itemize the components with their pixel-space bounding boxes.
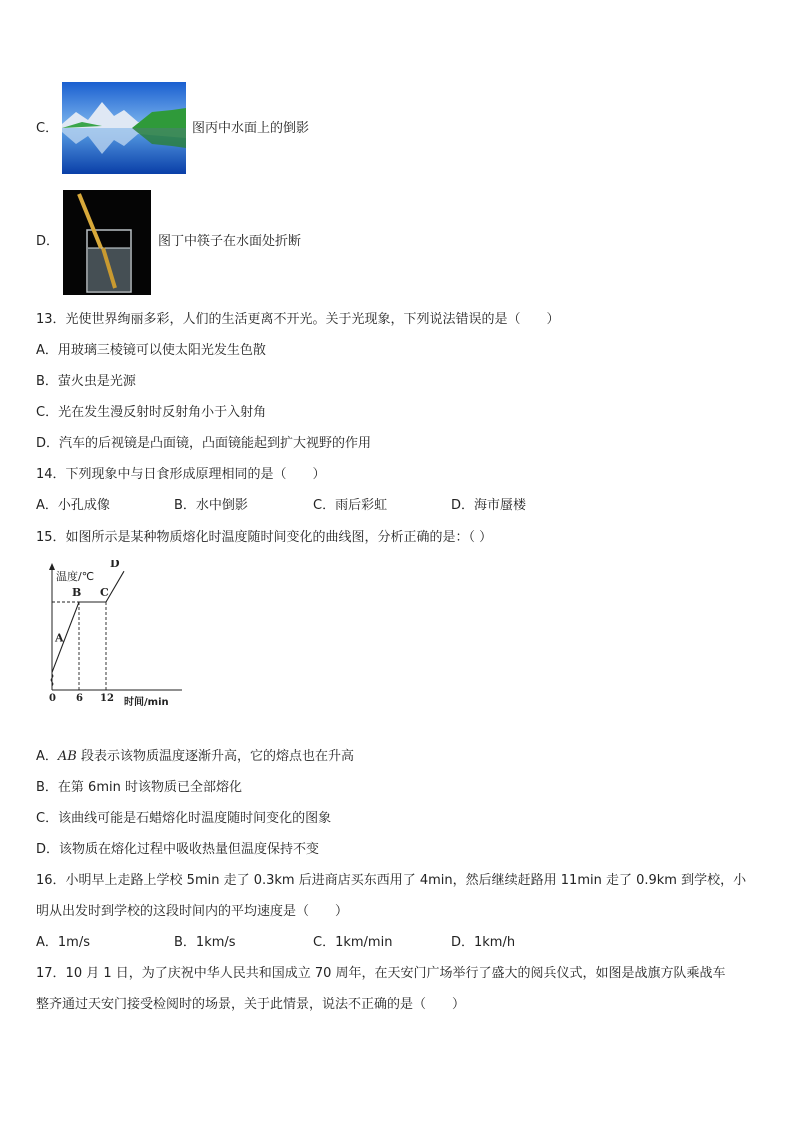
melting-curve-chart xyxy=(40,560,190,710)
x-tick-label: 6 xyxy=(76,693,83,704)
q16-option-d: D．1km/h xyxy=(451,935,516,950)
q15-option-b: B．在第 6min 时该物质已全部熔化 xyxy=(36,780,242,795)
melting-curve-line xyxy=(52,571,124,672)
option-c-image-row xyxy=(36,82,356,174)
option-d-image-row xyxy=(36,190,356,295)
option-d-letter: D． xyxy=(36,234,60,249)
y-axis-label: 温度/℃ xyxy=(56,570,95,583)
q13-option-b: B．萤火虫是光源 xyxy=(36,374,136,389)
q14-option-a: A．小孔成像 xyxy=(36,498,110,513)
q15-option-a xyxy=(36,748,354,766)
q15-stem: 15．如图所示是某种物质熔化时温度随时间变化的曲线图，分析正确的是：（ ） xyxy=(36,530,493,545)
option-d-caption: 图丁中筷子在水面处折断 xyxy=(158,234,302,249)
q15-option-c: C．该曲线可能是石蜡熔化时温度随时间变化的图象 xyxy=(36,811,332,826)
q15-option-a-prefix: A． xyxy=(36,749,58,764)
option-c-caption: 图丙中水面上的倒影 xyxy=(192,121,310,136)
q13-option-d: D．汽车的后视镜是凸面镜，凸面镜能起到扩大视野的作用 xyxy=(36,436,372,451)
point-label-a: A xyxy=(55,631,64,645)
point-label-c: C xyxy=(100,586,109,599)
point-label-d: D xyxy=(110,560,120,571)
q13-option-c: C．光在发生漫反射时反射角小于入射角 xyxy=(36,405,267,420)
q15-option-d: D．该物质在熔化过程中吸收热量但温度保持不变 xyxy=(36,842,320,857)
q16-stem-continued: 明从出发时到学校的这段时间内的平均速度是（ ） xyxy=(36,904,349,919)
y-axis-arrow xyxy=(49,563,55,570)
q15-option-a-rest: 段表示该物质温度逐渐升高，它的熔点也在升高 xyxy=(76,749,354,764)
q14-stem: 14．下列现象中与日食形成原理相同的是（ ） xyxy=(36,467,326,482)
point-label-b: B xyxy=(72,586,82,599)
q16-option-c: C．1km/min xyxy=(313,935,393,950)
q14-option-d: D．海市蜃楼 xyxy=(451,498,527,513)
q15-option-a-italic: AB xyxy=(57,749,77,764)
q14-option-c: C．雨后彩虹 xyxy=(313,498,388,513)
option-c-letter: C． xyxy=(36,121,59,136)
x-tick-label: 0 xyxy=(49,693,56,704)
x-axis-label: 时间/min xyxy=(124,697,169,708)
lake-reflection-image xyxy=(62,82,186,174)
q16-option-a: A．1m/s xyxy=(36,935,90,950)
beaker-chopstick-image xyxy=(63,190,151,295)
q16-option-b: B．1km/s xyxy=(174,935,236,950)
q14-options xyxy=(36,497,736,515)
q17-stem-continued: 整齐通过天安门接受检阅时的场景，关于此情景，说法不正确的是（ ） xyxy=(36,997,466,1012)
q16-stem: 16．小明早上走路上学校 5min 走了 0.3km 后进商店买东西用了 4min，然后继续赶路用 11min 走了 0.9km 到学校，小 xyxy=(36,873,747,888)
q13-stem: 13．光使世界绚丽多彩，人们的生活更离不开光。关于光现象，下列说法错误的是（ ） xyxy=(36,312,560,327)
q16-options xyxy=(36,934,736,952)
q17-stem: 17．10 月 1 日，为了庆祝中华人民共和国成立 70 周年，在天安门广场举行了盛大的阅兵仪式，如图是战旗方队乘战车 xyxy=(36,966,726,981)
q14-option-b: B．水中倒影 xyxy=(174,498,248,513)
q13-option-a: A．用玻璃三棱镜可以使太阳光发生色散 xyxy=(36,343,266,358)
x-tick-label: 12 xyxy=(100,693,114,704)
